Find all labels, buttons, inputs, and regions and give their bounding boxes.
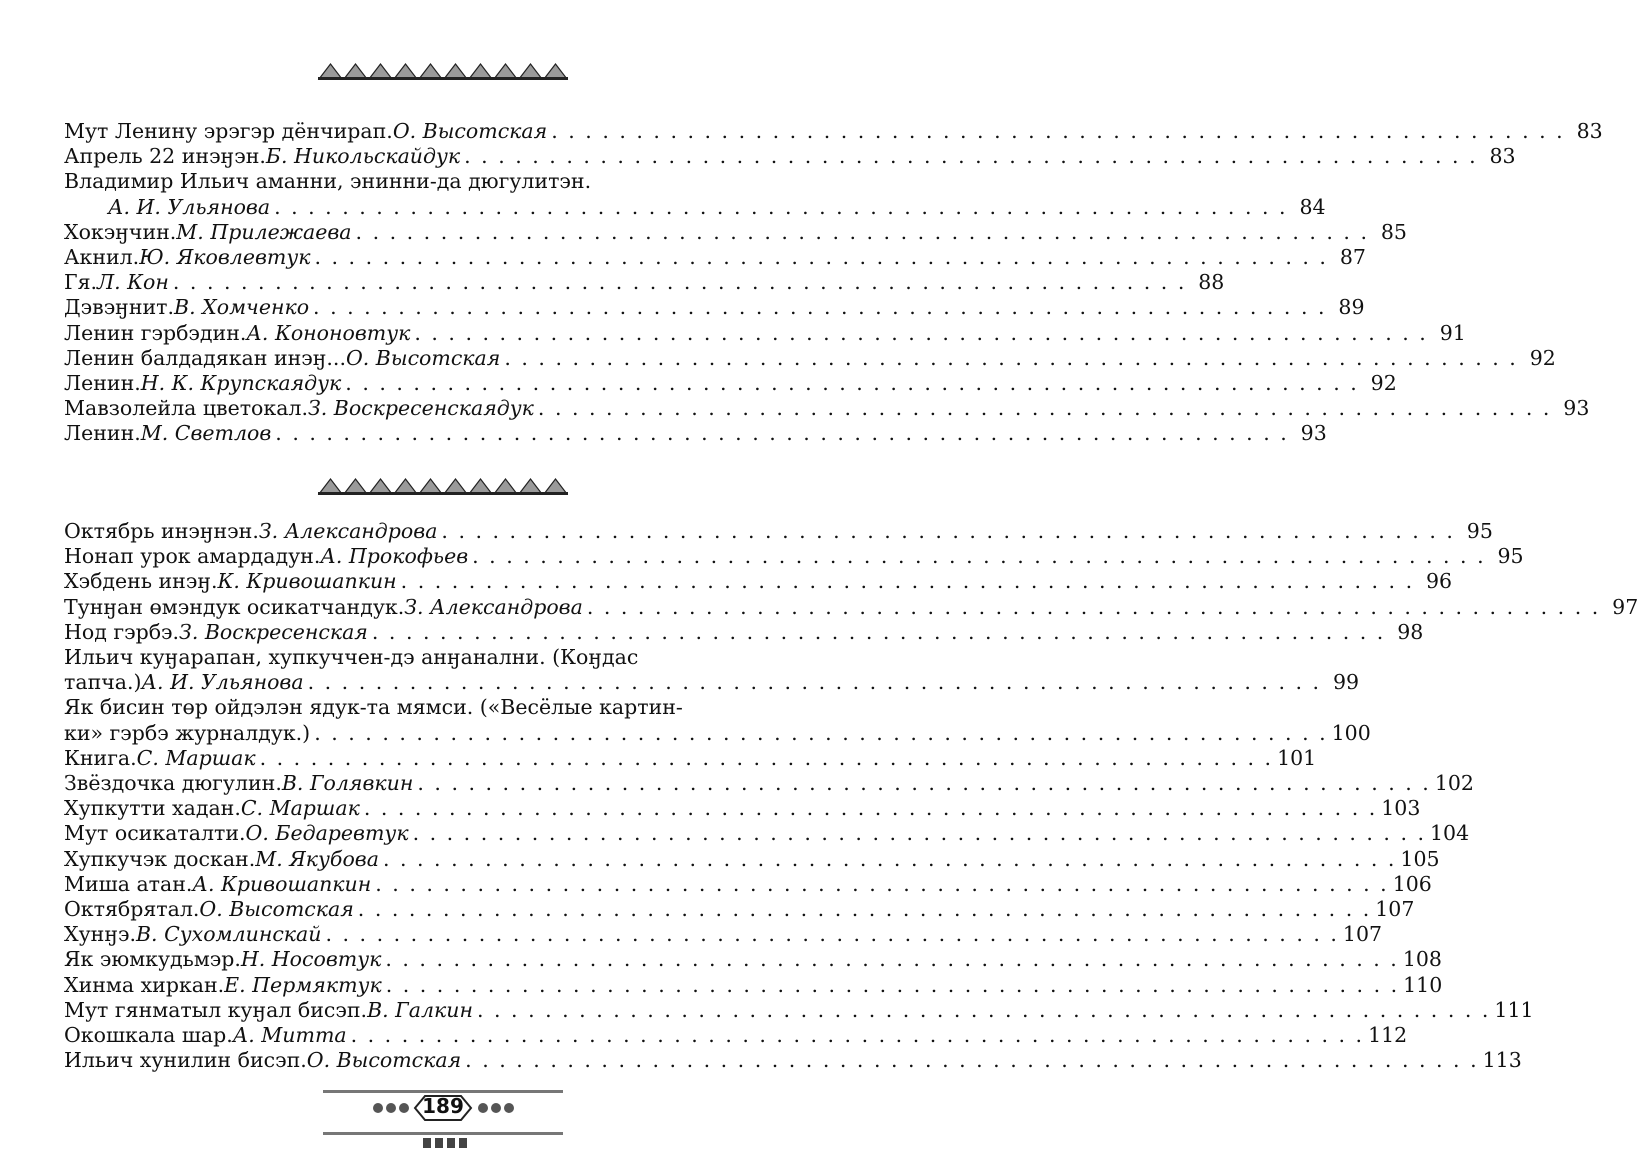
toc-entry-page: 91 — [1439, 320, 1466, 345]
toc-entry — [64, 544, 1524, 569]
dot-leader — [477, 998, 1490, 1023]
toc-entry — [64, 972, 1443, 998]
dot-leader — [385, 947, 1398, 972]
toc-entry — [64, 371, 1397, 396]
toc-entry-title: Нонап урок амардадун. — [64, 544, 321, 569]
toc-entry-page: 88 — [1198, 270, 1225, 295]
toc-entry-page: 89 — [1338, 295, 1365, 320]
toc-entry-author: О. Высотская — [306, 1048, 462, 1073]
triangle-icon — [519, 479, 542, 494]
toc-entry-title: Ленин. — [64, 421, 141, 446]
toc-entry-author: А. И. Ульянова — [108, 194, 271, 219]
toc-entry-page: 84 — [1299, 194, 1326, 219]
toc-entry-title: Тунӈан өмэндук осикатчандук. — [64, 594, 405, 619]
dot-leader — [372, 620, 1385, 645]
toc-entry — [64, 320, 1466, 346]
toc-entry-title: Хэбдень инэӈ. — [64, 569, 218, 594]
toc-entry — [64, 619, 1424, 645]
toc-entry-page: 98 — [1397, 619, 1424, 644]
toc-entry — [64, 670, 1360, 695]
toc-entry — [64, 720, 1371, 746]
toc-entry-title: Гя. — [64, 270, 98, 295]
toc-entry-author: С. Маршак — [136, 745, 256, 770]
triangle-icon — [369, 64, 392, 79]
toc-entry — [64, 1023, 1408, 1048]
toc-entry — [64, 897, 1415, 922]
dot-leader — [275, 421, 1288, 446]
toc-entry-author: М. Светлов — [140, 421, 272, 446]
toc-entry — [64, 846, 1440, 872]
toc-entry-title: Ленин. — [64, 371, 141, 396]
dot-leader — [314, 721, 1327, 746]
toc-entry-page: 111 — [1494, 997, 1534, 1022]
triangle-icon — [444, 479, 467, 494]
toc-entry-author: З. Александрова — [404, 594, 583, 619]
toc-entry-author: К. Кривошапкин — [217, 569, 397, 594]
dot-leader — [358, 897, 1371, 922]
toc-entry — [64, 270, 1225, 295]
toc-entry-page: 93 — [1300, 421, 1327, 446]
triangle-icon — [344, 64, 367, 79]
toc-entry — [64, 947, 1442, 972]
triangle-icon — [544, 64, 567, 79]
triangle-border-icon — [318, 62, 568, 80]
toc-entry — [64, 569, 1453, 594]
dot-leader — [351, 1023, 1364, 1048]
toc-entry-title: Мут Ленину эрэгэр дёнчирап. — [64, 119, 393, 143]
triangle-icon — [344, 479, 367, 494]
toc-entry-author: С. Маршак — [240, 796, 360, 821]
toc-entry-title: Апрель 22 инэӈэн. — [64, 144, 266, 169]
toc-entry — [64, 594, 1638, 620]
toc-entry — [64, 1048, 1522, 1073]
toc-section-1 — [64, 119, 1603, 447]
triangle-border-icon — [318, 477, 568, 495]
page-number: 189 — [422, 1094, 464, 1118]
toc-entry-title-line: Ильич куӈарапан, хупкуччен-дэ анӈанални. (Коӈдас — [64, 645, 639, 670]
toc-entry-page: 107 — [1342, 922, 1383, 947]
toc-entry-page: 112 — [1368, 1023, 1408, 1048]
toc-entry — [64, 771, 1474, 796]
toc-entry-title-line: Владимир Ильич аманни, энинни-да дюгулитэн. — [64, 169, 592, 194]
toc-entry-title: Окошкала шар. — [64, 1023, 233, 1048]
toc-entry-author: О. Высотская — [199, 897, 354, 922]
dot-leader — [375, 872, 1388, 897]
ornament-middle — [0, 477, 886, 495]
toc-entry-page: 95 — [1466, 519, 1493, 543]
toc-entry-title: Мут осикаталти. — [64, 821, 246, 846]
dot-leader — [313, 295, 1326, 320]
toc-entry-page: 93 — [1563, 396, 1590, 421]
toc-entry-title: Як эюмкудьмэр. — [64, 947, 241, 972]
toc-entry-author: В. Голявкин — [281, 771, 414, 796]
dot-leader — [504, 346, 1517, 371]
toc-entry-author: О. Высотская — [345, 345, 501, 370]
triangle-icon — [444, 64, 467, 79]
toc-entry-title: Ленин балдадякан инэӈ... — [64, 345, 346, 370]
toc-entry-page: 87 — [1339, 245, 1366, 270]
toc-entry-author: О. Бедаревтук — [245, 821, 409, 846]
toc-entry — [64, 745, 1317, 771]
toc-entry — [64, 821, 1470, 846]
toc-entry-title: Дэвэӈнит. — [64, 295, 175, 320]
triangle-icon — [419, 64, 442, 79]
triangle-icon — [394, 64, 417, 79]
toc-entry-author: Е. Пермяктук — [224, 972, 382, 997]
toc-entry-page: 92 — [1529, 345, 1556, 370]
toc-entry-title: Звёздочка дюгулин. — [64, 771, 282, 796]
toc-entry-page: 105 — [1400, 846, 1440, 871]
toc-entry-author: В. Хомченко — [174, 295, 310, 320]
toc-entry — [64, 219, 1407, 245]
triangle-icon — [469, 479, 492, 494]
toc-entry-title: Мавзолейла цветокал. — [64, 396, 308, 421]
toc-entry — [64, 295, 1365, 320]
dot-leader — [465, 1048, 1478, 1073]
toc-entry — [64, 194, 1326, 220]
toc-entry-page: 95 — [1497, 544, 1524, 569]
toc-entry — [64, 997, 1534, 1023]
dot-leader — [386, 973, 1399, 998]
toc-entry-page: 99 — [1332, 670, 1360, 695]
toc-entry-title: Хупкучэк доскан. — [64, 846, 256, 871]
dot-leader — [383, 847, 1396, 872]
toc-entry-title: Хокэӈчин. — [64, 219, 177, 244]
dot-leader — [274, 195, 1287, 220]
triangle-icon — [469, 64, 492, 79]
toc-entry-author: Н. Носовтук — [240, 947, 382, 972]
toc-entry-page: 97 — [1612, 594, 1638, 619]
toc-entry-page: 83 — [1576, 119, 1603, 143]
toc-entry-author: Л. Кон — [97, 270, 169, 295]
dot-leader — [173, 270, 1186, 295]
toc-entry-page: 113 — [1482, 1048, 1522, 1073]
dot-leader — [538, 396, 1551, 421]
dot-leader — [464, 144, 1477, 169]
toc-entry-author: О. Высотская — [392, 119, 548, 143]
toc-section-2 — [64, 519, 1638, 1073]
dot-leader — [587, 595, 1600, 620]
dot-leader — [401, 569, 1414, 594]
dot-leader — [414, 321, 1427, 346]
toc-entry — [64, 396, 1590, 421]
toc-entry-page: 110 — [1403, 972, 1443, 997]
toc-entry — [64, 519, 1493, 544]
toc-entry-author: А. Митта — [232, 1023, 347, 1048]
toc-entry-page: 108 — [1402, 947, 1442, 972]
toc-entry-page: 96 — [1426, 569, 1453, 594]
toc-entry-title: Ильич хунилин бисэп. — [64, 1048, 307, 1073]
toc-entry-page: 85 — [1380, 219, 1407, 244]
dot-leader — [260, 746, 1273, 771]
toc-entry-title: Октябрь инэӈнэн. — [64, 519, 259, 543]
toc-entry — [64, 345, 1556, 371]
toc-entry — [64, 922, 1383, 947]
toc-entry-page: 101 — [1277, 745, 1317, 770]
toc-entry-title: Ленин гэрбэдин. — [64, 320, 247, 345]
toc-entry-author: З. Воскресенская — [179, 619, 368, 644]
dot-leader — [364, 796, 1377, 821]
triangle-icon — [544, 479, 567, 494]
toc-entry-author: А. Прокофьев — [320, 544, 469, 569]
dot-leader — [325, 922, 1338, 947]
toc-entry-title: ки» гэрбэ журналдук.) — [64, 720, 311, 745]
toc-entry-page: 106 — [1392, 871, 1432, 896]
toc-entry-page: 104 — [1430, 821, 1470, 846]
toc-entry-author: А. Кононовтук — [246, 320, 411, 345]
toc-entry-title: Октябрятал. — [64, 897, 200, 922]
triangle-icon — [369, 479, 392, 494]
toc-entry — [64, 119, 1603, 144]
toc-entry-page: 92 — [1370, 371, 1397, 396]
toc-entry — [64, 144, 1516, 169]
dot-leader — [345, 371, 1358, 396]
dot-leader — [417, 771, 1430, 796]
toc-entry-author: М. Прилежаева — [176, 219, 352, 244]
toc-entry-author: З. Александрова — [258, 519, 438, 543]
toc-entry-page: 83 — [1489, 144, 1516, 169]
toc-entry-author: А. И. Ульянова — [141, 670, 304, 695]
dot-leader — [551, 119, 1564, 144]
toc-entry-title-line: Як бисин төр ойдэлэн ядук-та мямси. («Весёлые картин- — [64, 695, 683, 720]
toc-entry-title: Миша атан. — [64, 871, 193, 896]
toc-entry — [64, 796, 1421, 821]
toc-entry-author: Б. Никольскайдук — [265, 144, 461, 169]
toc-entry-page: 103 — [1381, 796, 1421, 821]
triangle-icon — [494, 64, 517, 79]
toc-entry-page: 100 — [1331, 720, 1371, 745]
toc-entry — [64, 871, 1432, 897]
toc-entry-author: В. Сухомлинскай — [135, 922, 322, 947]
triangle-icon — [319, 64, 342, 79]
toc-entry-author: М. Якубова — [255, 846, 379, 871]
toc-entry — [64, 245, 1366, 270]
dot-leader — [314, 245, 1327, 270]
triangle-icon — [319, 479, 342, 494]
toc-entry-author: Н. К. Крупскаядук — [140, 371, 342, 396]
toc-entry-title: Книга. — [64, 745, 137, 770]
dot-leader — [308, 670, 1321, 695]
toc-entry-author: Ю. Яковлевтук — [139, 245, 311, 270]
triangle-icon — [419, 479, 442, 494]
triangle-icon — [394, 479, 417, 494]
toc-entry-title: Хунӈэ. — [64, 922, 136, 947]
toc-entry-title: Нод гэрбэ. — [64, 619, 180, 644]
toc-entry-title: тапча.) — [64, 670, 142, 695]
toc-entry-author: З. Воскресенскаядук — [307, 396, 534, 421]
dot-leader — [356, 220, 1369, 245]
toc-entry-page: 102 — [1434, 771, 1474, 796]
dot-leader — [413, 821, 1426, 846]
triangle-icon — [494, 479, 517, 494]
toc-entry-page: 107 — [1375, 897, 1415, 922]
toc-entry-author: В. Галкин — [367, 997, 473, 1022]
toc-entry-title: Акнил. — [64, 245, 140, 270]
toc-entry-title: Мут гянматыл куӈал бисэп. — [64, 997, 368, 1022]
ornament-top — [0, 62, 886, 80]
dot-leader — [472, 544, 1485, 569]
toc-entry-title: Хупкутти хадан. — [64, 796, 241, 821]
toc-entry-title: Хинма хиркан. — [64, 972, 225, 997]
triangle-icon — [519, 64, 542, 79]
toc-entry-author: А. Кривошапкин — [192, 871, 372, 896]
dot-leader — [441, 519, 1454, 544]
toc-entry — [64, 421, 1327, 446]
